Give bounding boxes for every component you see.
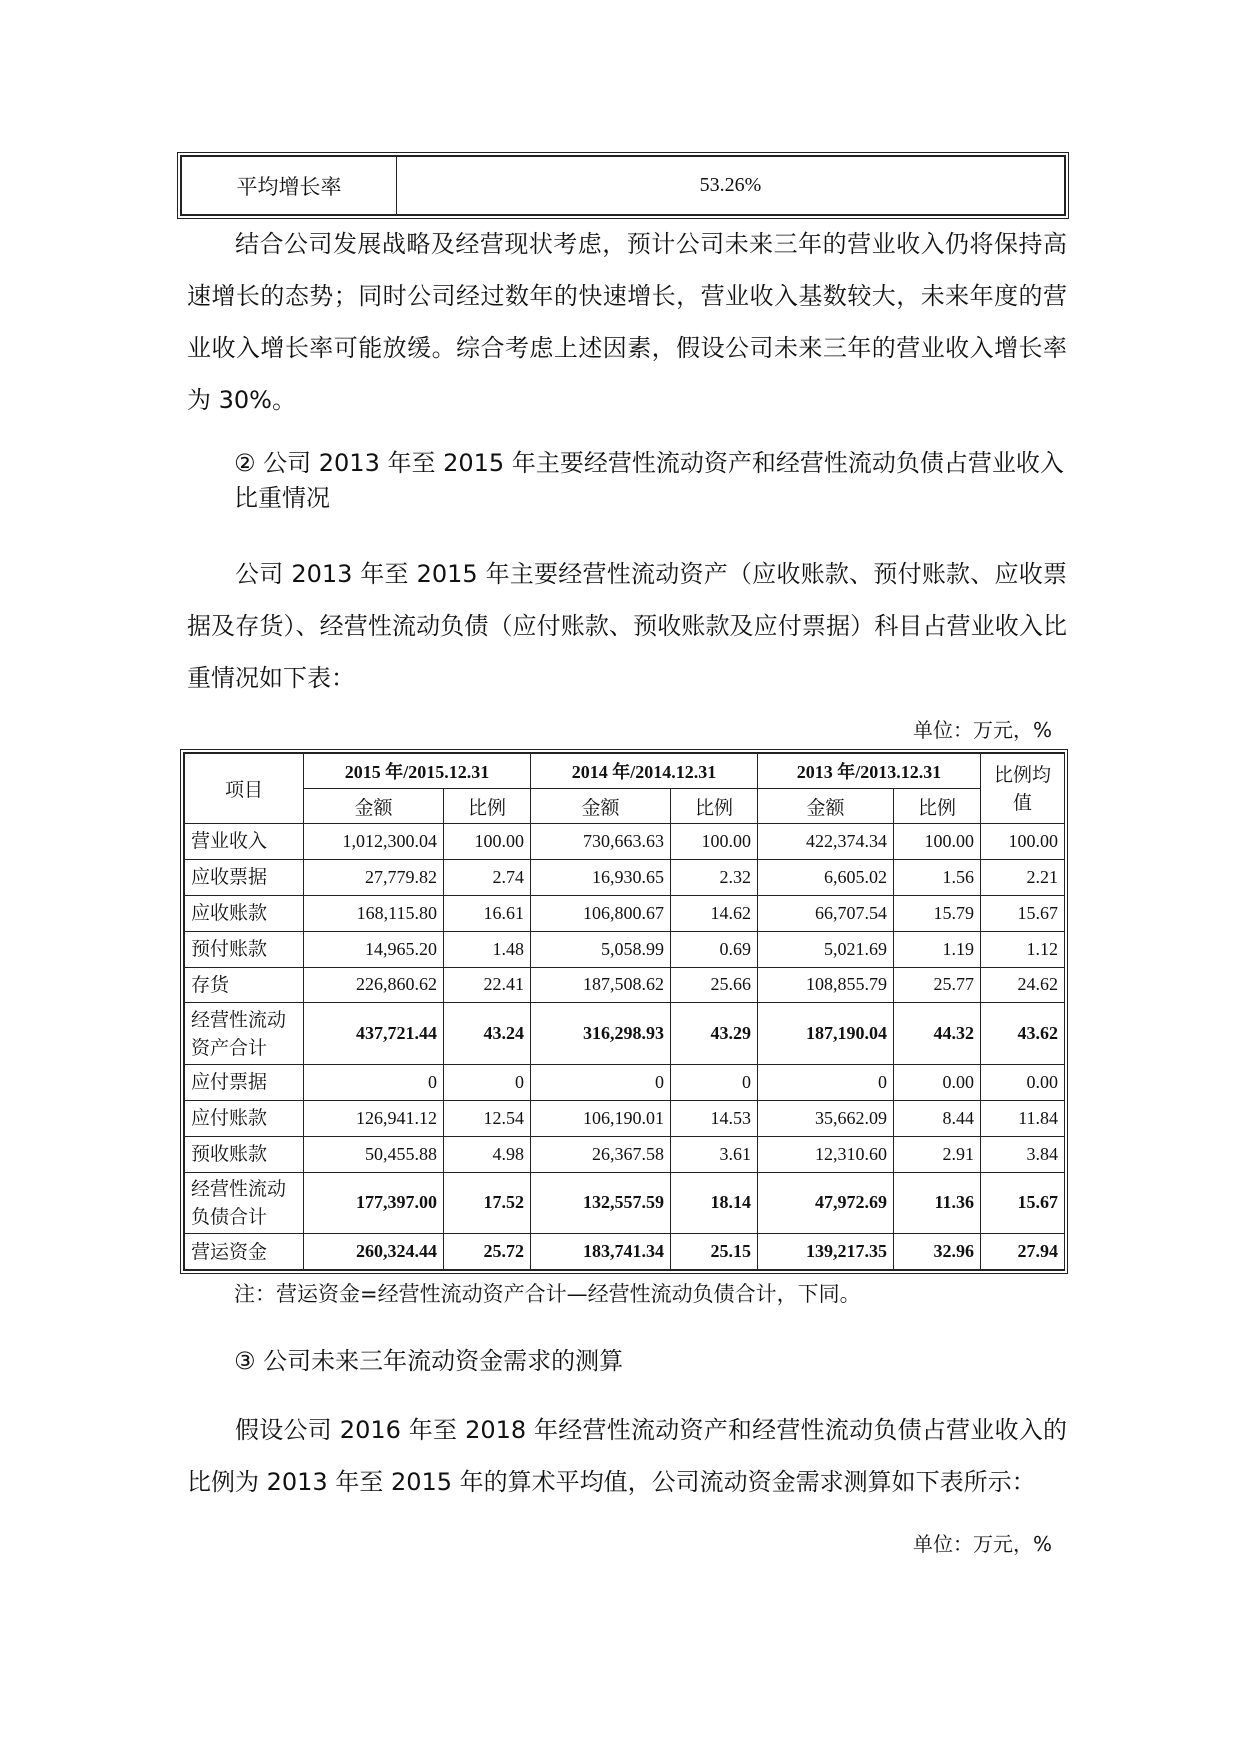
heading-2: ② 公司 2013 年至 2015 年主要经营性流动资产和经营性流动负债占营业收入比重情况 [234, 449, 1064, 512]
header-ratio-average: 比例均值 [981, 754, 1065, 824]
table-row [185, 1136, 1065, 1172]
ratio-cell: 15.79 [894, 895, 981, 931]
amount-cell: 66,707.54 [758, 895, 894, 931]
table-row [185, 824, 1065, 860]
ratio-average-cell: 15.67 [981, 895, 1065, 931]
row-label: 应收票据 [185, 859, 304, 895]
header-year-2014: 2014 年/2014.12.31 [531, 754, 758, 789]
ratio-cell: 100.00 [444, 824, 531, 860]
row-label: 应付票据 [185, 1064, 304, 1100]
ratio-cell: 25.72 [444, 1234, 531, 1270]
ratio-cell: 12.54 [444, 1100, 531, 1136]
amount-cell: 47,972.69 [758, 1172, 894, 1234]
ratio-cell: 25.66 [671, 967, 758, 1003]
amount-cell: 316,298.93 [531, 1003, 671, 1065]
table-row [185, 859, 1065, 895]
table-row [185, 967, 1065, 1003]
row-label: 预付账款 [185, 931, 304, 967]
amount-cell: 50,455.88 [304, 1136, 444, 1172]
amount-cell: 0 [531, 1064, 671, 1100]
header-amount: 金额 [531, 789, 671, 824]
ratio-cell: 4.98 [444, 1136, 531, 1172]
amount-cell: 106,800.67 [531, 895, 671, 931]
ratio-average-cell: 3.84 [981, 1136, 1065, 1172]
avg-growth-label: 平均增长率 [182, 157, 397, 215]
paragraph-3: 假设公司 2016 年至 2018 年经营性流动资产和经营性流动负债占营业收入的比例为 2013 年至 2015 年的算术平均值，公司流动资金需求测算如下表所示： [187, 1416, 1067, 1496]
ratio-cell: 18.14 [671, 1172, 758, 1234]
amount-cell: 260,324.44 [304, 1234, 444, 1270]
header-amount: 金额 [304, 789, 444, 824]
row-label: 应付账款 [185, 1100, 304, 1136]
ratio-average-cell: 27.94 [981, 1234, 1065, 1270]
unit-label-1: 单位：万元，% [912, 718, 1052, 742]
amount-cell: 6,605.02 [758, 859, 894, 895]
table-row [185, 1064, 1065, 1100]
amount-cell: 5,058.99 [531, 931, 671, 967]
table-row [185, 1003, 1065, 1065]
ratio-cell: 32.96 [894, 1234, 981, 1270]
amount-cell: 187,190.04 [758, 1003, 894, 1065]
growth-rate-table [177, 152, 1069, 219]
amount-cell: 177,397.00 [304, 1172, 444, 1234]
paragraph-1: 结合公司发展战略及经营现状考虑，预计公司未来三年的营业收入仍将保持高速增长的态势；同时公司经过数年的快速增长，营业收入基数较大，未来年度的营业收入增长率可能放缓。综合考虑上述因素，假设公司未来三年的营业收入增长率为 30%。 [187, 230, 1067, 414]
ratio-cell: 22.41 [444, 967, 531, 1003]
ratio-cell: 2.32 [671, 859, 758, 895]
amount-cell: 0 [758, 1064, 894, 1100]
ratio-average-cell: 11.84 [981, 1100, 1065, 1136]
amount-cell: 27,779.82 [304, 859, 444, 895]
unit-label-2: 单位：万元，% [912, 1532, 1052, 1556]
amount-cell: 1,012,300.04 [304, 824, 444, 860]
amount-cell: 126,941.12 [304, 1100, 444, 1136]
ratio-cell: 25.77 [894, 967, 981, 1003]
ratio-cell: 0 [671, 1064, 758, 1100]
row-label: 营业收入 [185, 824, 304, 860]
ratio-cell: 2.91 [894, 1136, 981, 1172]
ratio-cell: 1.56 [894, 859, 981, 895]
ratio-cell: 44.32 [894, 1003, 981, 1065]
table-note: 注：营运资金=经营性流动资产合计—经营性流动负债合计，下同。 [234, 1282, 861, 1306]
amount-cell: 730,663.63 [531, 824, 671, 860]
ratio-average-cell: 1.12 [981, 931, 1065, 967]
ratio-cell: 3.61 [671, 1136, 758, 1172]
ratio-average-cell: 43.62 [981, 1003, 1065, 1065]
header-amount: 金额 [758, 789, 894, 824]
ratio-cell: 11.36 [894, 1172, 981, 1234]
amount-cell: 14,965.20 [304, 931, 444, 967]
ratio-cell: 43.24 [444, 1003, 531, 1065]
ratio-average-cell: 0.00 [981, 1064, 1065, 1100]
ratio-average-cell: 15.67 [981, 1172, 1065, 1234]
amount-cell: 26,367.58 [531, 1136, 671, 1172]
amount-cell: 168,115.80 [304, 895, 444, 931]
ratio-cell: 100.00 [894, 824, 981, 860]
row-label: 经营性流动负债合计 [185, 1172, 304, 1234]
amount-cell: 422,374.34 [758, 824, 894, 860]
header-year-2013: 2013 年/2013.12.31 [758, 754, 981, 789]
amount-cell: 132,557.59 [531, 1172, 671, 1234]
amount-cell: 226,860.62 [304, 967, 444, 1003]
row-label: 经营性流动资产合计 [185, 1003, 304, 1065]
table-row [185, 931, 1065, 967]
row-label: 预收账款 [185, 1136, 304, 1172]
row-label: 营运资金 [185, 1234, 304, 1270]
ratio-cell: 16.61 [444, 895, 531, 931]
table-row [185, 1172, 1065, 1234]
paragraph-2: 公司 2013 年至 2015 年主要经营性流动资产（应收账款、预付账款、应收票据及存货）、经营性流动负债（应付账款、预收账款及应付票据）科目占营业收入比重情况如下表： [187, 560, 1067, 692]
ratio-cell: 100.00 [671, 824, 758, 860]
amount-cell: 16,930.65 [531, 859, 671, 895]
table-row [185, 895, 1065, 931]
ratio-average-cell: 100.00 [981, 824, 1065, 860]
amount-cell: 187,508.62 [531, 967, 671, 1003]
ratio-cell: 1.48 [444, 931, 531, 967]
header-year-2015: 2015 年/2015.12.31 [304, 754, 531, 789]
header-item: 项目 [185, 754, 304, 824]
amount-cell: 139,217.35 [758, 1234, 894, 1270]
table-row [185, 1234, 1065, 1270]
avg-growth-value: 53.26% [397, 157, 1065, 215]
ratio-cell: 8.44 [894, 1100, 981, 1136]
row-label: 存货 [185, 967, 304, 1003]
header-ratio: 比例 [894, 789, 981, 824]
ratio-table [180, 749, 1068, 1274]
ratio-cell: 17.52 [444, 1172, 531, 1234]
ratio-cell: 0 [444, 1064, 531, 1100]
ratio-cell: 0.69 [671, 931, 758, 967]
amount-cell: 5,021.69 [758, 931, 894, 967]
ratio-cell: 0.00 [894, 1064, 981, 1100]
ratio-cell: 2.74 [444, 859, 531, 895]
header-ratio: 比例 [671, 789, 758, 824]
amount-cell: 106,190.01 [531, 1100, 671, 1136]
ratio-cell: 14.62 [671, 895, 758, 931]
ratio-average-cell: 24.62 [981, 967, 1065, 1003]
amount-cell: 35,662.09 [758, 1100, 894, 1136]
amount-cell: 108,855.79 [758, 967, 894, 1003]
amount-cell: 183,741.34 [531, 1234, 671, 1270]
ratio-cell: 1.19 [894, 931, 981, 967]
amount-cell: 12,310.60 [758, 1136, 894, 1172]
amount-cell: 0 [304, 1064, 444, 1100]
amount-cell: 437,721.44 [304, 1003, 444, 1065]
ratio-cell: 14.53 [671, 1100, 758, 1136]
ratio-average-cell: 2.21 [981, 859, 1065, 895]
heading-3: ③ 公司未来三年流动资金需求的测算 [234, 1347, 624, 1375]
header-ratio: 比例 [444, 789, 531, 824]
table-row [185, 1100, 1065, 1136]
ratio-cell: 25.15 [671, 1234, 758, 1270]
ratio-cell: 43.29 [671, 1003, 758, 1065]
row-label: 应收账款 [185, 895, 304, 931]
